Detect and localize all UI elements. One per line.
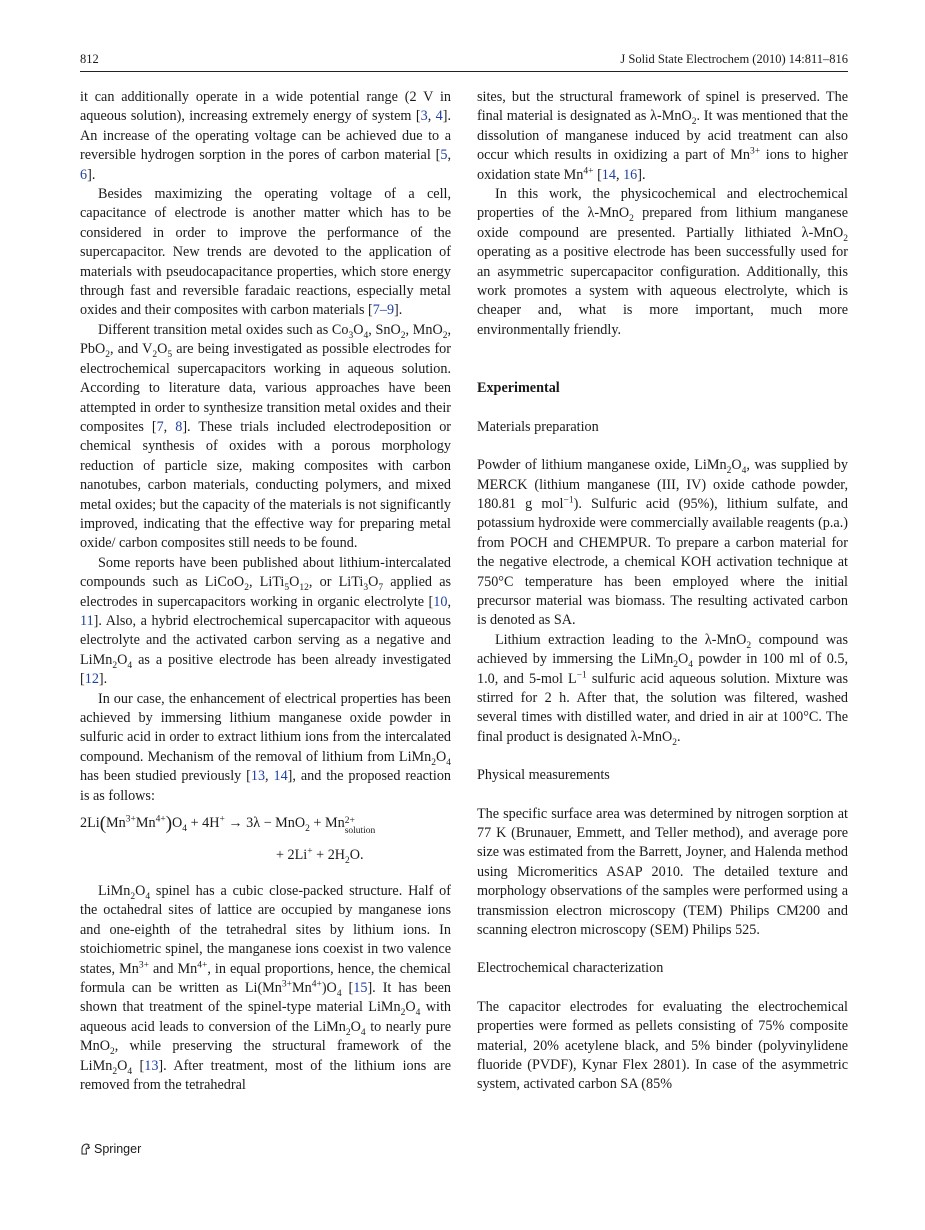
paragraph: it can additionally operate in a wide potential range (2 V in aqueous solution), increasing extremely energy of system [3, 4]. An increase of the operating voltage can be achieved due to a reversible hydrogen sorption in the pores of carbon material [5, 6]. (80, 89, 452, 183)
paragraph: Different transition metal oxides such as $Co_3O_4$, SnO$_2$, MnO$_2$, PbO$_2$, and $V_2O_5$ are being investigated as possible electrodes for electrochemical supercapacitors working in aqueous solution. According to literature data, various approaches have been attempted in order to synthesize transition metal oxides and their composites [7, 8]. These trials included electrodeposition or chemical synthesis of oxides with a porous morphology reduction of particle size, making composites with carbon nanotubes, carbon materials, conducting polymers, and mixed metal oxides; but the capacity of the materials is not significantly improved, indicating that the effective way for preparing metal oxide/ carbon composites still needs to be found. (80, 321, 452, 552)
citation-link[interactable]: 15 (353, 980, 368, 997)
paragraph: The specific surface area was determined by nitrogen sorption at 77 K (Brunauer, Emmett, and Teller method), and average pore size was estimated from the Barrett, Joyner, and Halenda method using Micromeritics ASAP 2010. The detailed texture and morphology observations of the samples were performed using a transmission electron microscopy (TEM) Philips CM200 and scanning electron microscopy (SEM) Philips 525. (477, 805, 848, 939)
citation-link[interactable]: 14 (273, 768, 288, 785)
citation-link[interactable]: 5 (440, 147, 448, 164)
paragraph: $LiMn_2O_4$ spinel has a cubic close-packed structure. Half of the octahedral sites of lattice are occupied by manganese ions and one-eighth of the tetrahedral sites by lithium ions. In stoichiometric spinel, the manganese ions coexist in two valence states, $Mn^{3+}$ and $Mn^{4+}$, in equal proportions, hence, the chemical formula can be written as $Li(Mn^{3+}Mn^{4+})O_4$ [15]. It has been shown that treatment of the spinel-type material $LiMn_2O_4$ with aqueous acid leads to conversion of the $LiMn_2O_4$ to nearly pure MnO$_2$, while preserving the structural framework of the $LiMn_2O_4$ [13]. After treatment, most of the lithium ions are removed from the tetrahedral (80, 883, 451, 1094)
subsection-heading-electrochemical: Electrochemical characterization (477, 960, 664, 977)
citation-link[interactable]: 3 (420, 108, 428, 125)
publisher-footer (80, 1142, 141, 1156)
paragraph: Besides maximizing the operating voltage of a cell, capacitance of electrode is another matter which has to be considered in order to improve the performance of the supercapacitor. New trends are devoted to the application of materials with pseudocapacitance properties, which store energy through fast and reversible faradaic reactions, especially metal oxides and their composites with carbon materials [7–9]. (80, 186, 451, 319)
citation-link[interactable]: 12 (84, 671, 99, 688)
paragraph: Lithium extraction leading to the λ-MnO$_2$ compound was achieved by immersing the $LiMn_2O_4$ powder in 100 ml of 0.5, 1.0, and 5-mol $L^{-1}$ sulfuric acid aqueous solution. Mixture was stirred for 2 h. After that, the solution was filtered, washed several times with distilled water, and dried in air at 100°C. The final product is designated λ-MnO$_2$. (477, 631, 849, 748)
subsection-heading-physical: Physical measurements (477, 767, 610, 784)
citation-link[interactable]: 6 (80, 166, 88, 183)
reaction-equation (80, 814, 451, 872)
equation-line-2: + $2Li^+ + 2H_2O$. (276, 846, 364, 866)
springer-horse-icon (80, 1143, 91, 1155)
citation-link[interactable]: 10 (433, 593, 448, 610)
section-heading-experimental: Experimental (477, 380, 560, 397)
citation-link[interactable]: 13 (250, 768, 266, 785)
running-header-journal: J Solid State Electrochem (2010) 14:811–816 (620, 52, 848, 66)
paragraph: Powder of lithium manganese oxide, $LiMn_2O_4$, was supplied by MERCK (lithium manganese (III, IV) oxide cathode powder, 180.81 g mol$^{-1}$). Sulfuric acid (95%), lithium sulfate, and potassium hydroxide were commercially available reagents (p.a.) from POCH and CHEMPUR. To prepare a carbon material for the negative electrode, a chemical KOH activation technique at 750°C temperature has been employed where the initial precursor material was biomass. The resulting activated carbon is denoted as SA. (477, 457, 848, 629)
equation-line-1: $2Li(Mn^{3+}Mn^{4+})O_4 + 4H^+ \to 3\lambda - MnO_2 + Mn$ 2+ solution (80, 813, 376, 837)
publisher-name: Springer (94, 1142, 142, 1156)
citation-link[interactable]: 14 (601, 166, 616, 183)
citation-link[interactable]: 16 (623, 166, 638, 183)
header-rule (80, 71, 848, 72)
paragraph: In this work, the physicochemical and electrochemical properties of the λ-MnO$_2$ prepared from lithium manganese oxide compound are presented. Partially lithiated λ-MnO$_2$ operating as a positive electrode has been successfully used for an asymmetric supercapacitor configuration. Additionally, this work promotes a system with aqueous electrolyte, which is cheaper and, what is more important, much more environmentally friendly. (477, 186, 848, 338)
citation-link[interactable]: 11 (80, 612, 94, 629)
citation-link[interactable]: 8 (175, 418, 183, 435)
page-number: 812 (80, 52, 99, 66)
subsection-heading-materials: Materials preparation (477, 418, 599, 435)
citation-link[interactable]: 7 (156, 418, 164, 435)
citation-link[interactable]: 4 (435, 108, 443, 125)
paragraph: Some reports have been published about lithium-intercalated compounds such as LiCoO$_2$, $LiTi_5O_{12}$, or $LiTi_3O_7$ applied as electrodes in supercapacitors working in organic electrolyte [10, 11]. Also, a hybrid electrochemical supercapacitor with aqueous electrolyte and the activated carbon serving as a negative and $LiMn_2O_4$ as a positive electrode has been already investigated [12]. (80, 554, 452, 688)
right-column (477, 88, 848, 1095)
paragraph: sites, but the structural framework of spinel is preserved. The final material is designated as λ-MnO$_2$. It was mentioned that the dissolution of manganese induced by acid treatment can also occur which results in oxidizing a part of $Mn^{3+}$ ions to higher oxidation state $Mn^{4+}$ [14, 16]. (477, 89, 848, 183)
citation-link[interactable]: 13 (144, 1057, 159, 1074)
citation-link[interactable]: 7–9 (372, 302, 395, 319)
paragraph: In our case, the enhancement of electrical properties has been achieved by immersing lithium manganese oxide powder in sulfuric acid in order to extract lithium ions from the intercalated compound. Mechanism of the removal of lithium from $LiMn_2O_4$ has been studied previously [13, 14], and the proposed reaction is as follows: (80, 690, 452, 804)
left-column (80, 88, 451, 1096)
paragraph: The capacitor electrodes for evaluating the electrochemical properties were formed as pellets consisting of 75% composite material, 20% acetylene black, and 5% binder (polyvinylidene fluoride (PVDF), Kynar Flex 2801). In case of the asymmetric system, activated carbon SA (85% (477, 998, 848, 1093)
